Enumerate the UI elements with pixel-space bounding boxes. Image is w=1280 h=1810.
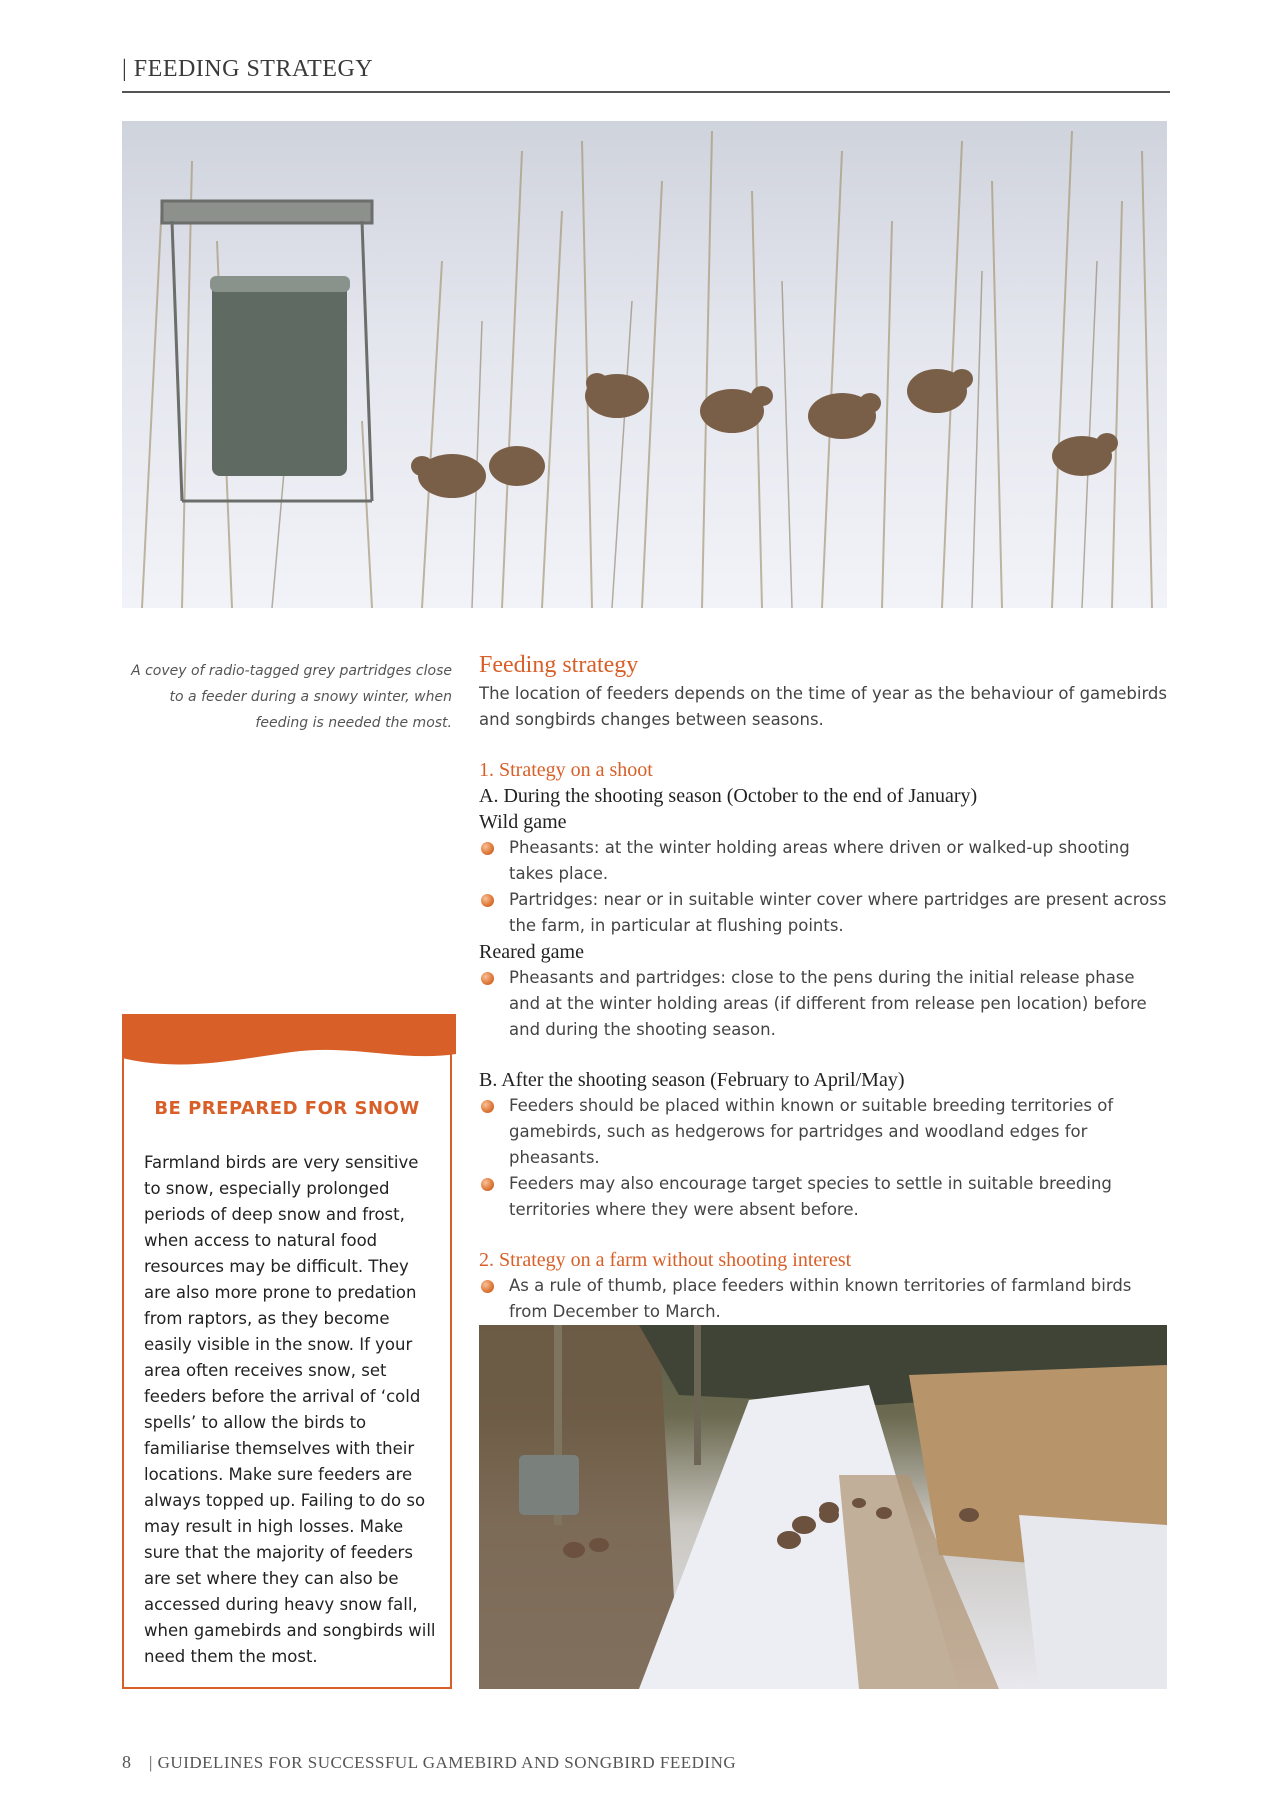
- header-rule: [122, 91, 1170, 93]
- list-item-text: Partridges: near or in suitable winter cover where partridges are present across the farm, in particular at flushing points.: [509, 890, 1167, 935]
- list-item: [479, 1273, 1169, 1325]
- list-item-text: Feeders should be placed within known or suitable breeding territories of gamebirds, such as hedgerows for partridges and woodland edges for pheasants.: [509, 1096, 1114, 1167]
- intro-paragraph: The location of feeders depends on the time of year as the behaviour of gamebirds and songbirds changes between seasons.: [479, 684, 1168, 729]
- bullet-icon: [481, 1280, 494, 1293]
- bullet-icon: [481, 1100, 494, 1113]
- photo-caption: A covey of radio-tagged grey partridges close to a feeder during a snowy winter, when feeding is needed the most.: [131, 663, 452, 731]
- bullet-icon: [481, 972, 494, 985]
- after-season-heading: B. After the shooting season (February to April/May): [479, 1069, 905, 1091]
- bullet-icon: [481, 894, 494, 907]
- list-item: [479, 1093, 1169, 1171]
- shooting-season-heading: A. During the shooting season (October to the end of January): [479, 785, 978, 807]
- list-item-text: Pheasants and partridges: close to the pens during the initial release phase and at the winter holding areas (if different from release pen location) before and during the shooting season.: [509, 968, 1147, 1039]
- snowy-track-photo: [479, 1325, 1167, 1689]
- snow-box-title: BE PREPARED FOR SNOW: [154, 1098, 420, 1119]
- strategy-2-heading: 2. Strategy on a farm without shooting interest: [479, 1249, 852, 1271]
- partridges-feeder-photo: [122, 121, 1167, 608]
- strategy-1-heading: 1. Strategy on a shoot: [479, 759, 653, 781]
- box-header-wave: [122, 1014, 456, 1074]
- reared-game-heading: Reared game: [479, 941, 584, 963]
- bullet-icon: [481, 1178, 494, 1191]
- wild-game-heading: Wild game: [479, 811, 567, 833]
- wild-game-list: [479, 835, 1169, 939]
- snow-info-box: [122, 1014, 452, 1689]
- section-heading: Feeding strategy: [479, 652, 639, 678]
- main-content: [479, 652, 1169, 1325]
- reared-game-list: [479, 965, 1169, 1043]
- snow-box-text: Farmland birds are very sensitive to snow, especially prolonged periods of deep snow and frost, when access to natural food resources may be difficult. They are also more prone to predation from raptors, as they become easily visible in the snow. If your area often receives snow, set feeders before the arrival of ‘cold spells’ to allow the birds to familiarise themselves with their locations. Make sure feeders are always topped up. Failing to do so may result in high losses. Make sure that the majority of feeders are set where they can also be accessed during heavy snow fall, when gamebirds and songbirds will need them the most.: [144, 1153, 436, 1666]
- list-item-text: Pheasants: at the winter holding areas where driven or walked-up shooting takes place.: [509, 838, 1130, 883]
- after-season-list: [479, 1093, 1169, 1223]
- list-item: [479, 835, 1169, 887]
- list-item: [479, 965, 1169, 1043]
- footer-title: | GUIDELINES FOR SUCCESSFUL GAMEBIRD AND SONGBIRD FEEDING: [149, 1753, 737, 1772]
- list-item: [479, 1171, 1169, 1223]
- list-item-text: Feeders may also encourage target species to settle in suitable breeding territories where they were absent before.: [509, 1174, 1112, 1219]
- page-number: 8: [122, 1752, 131, 1772]
- page-header-title: | FEEDING STRATEGY: [122, 56, 374, 82]
- list-item-text: As a rule of thumb, place feeders within known territories of farmland birds from December to March.: [509, 1276, 1132, 1321]
- bullet-icon: [481, 842, 494, 855]
- farm-strategy-list: [479, 1273, 1169, 1325]
- page-footer: [122, 1752, 736, 1773]
- list-item: [479, 887, 1169, 939]
